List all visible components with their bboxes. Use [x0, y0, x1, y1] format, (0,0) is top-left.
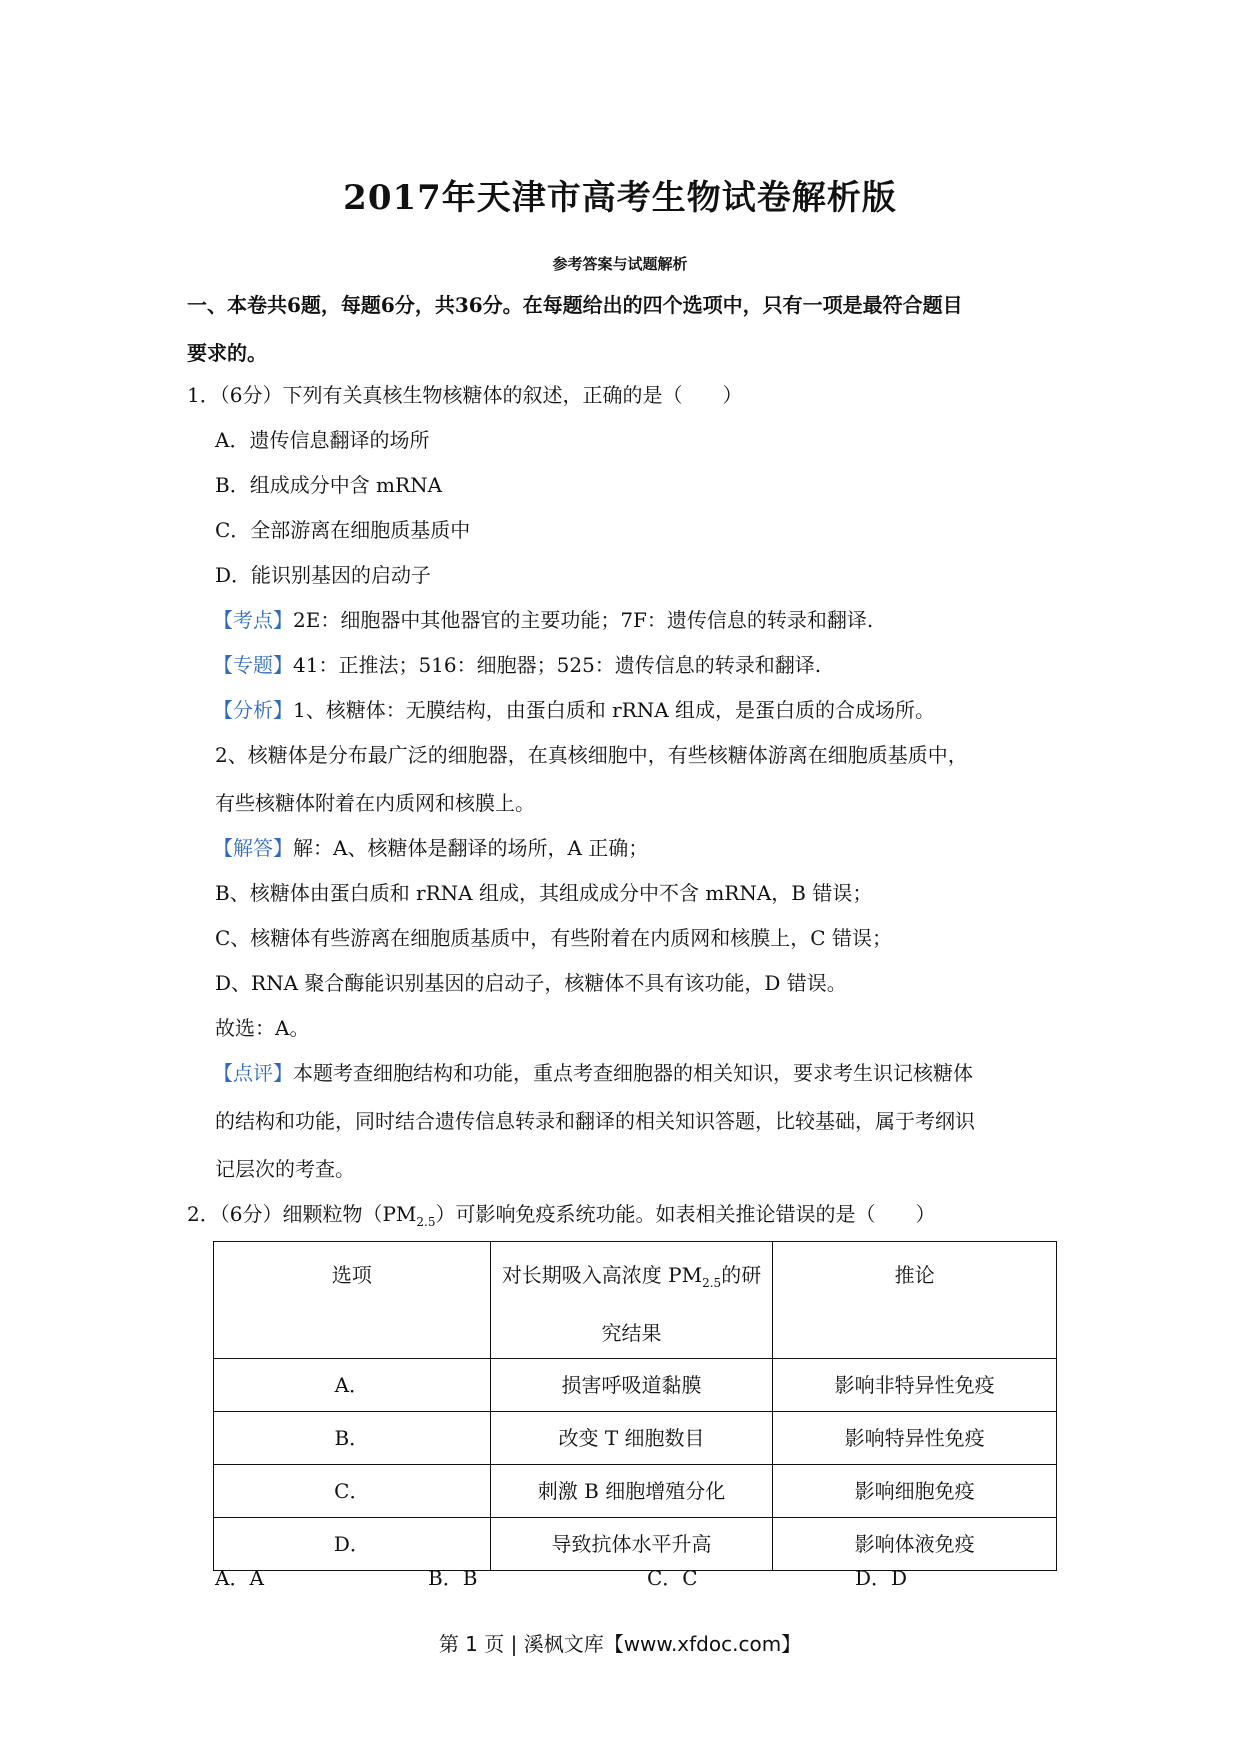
- header-result-part-1: 对长期吸入高浓度 PM: [501, 1263, 703, 1287]
- row-result: 刺激 B 细胞增殖分化: [537, 1479, 726, 1503]
- q1-option-a: A．遗传信息翻译的场所: [215, 428, 430, 452]
- q1-answer: 故选：A。: [215, 1016, 310, 1040]
- q1-dianping-line-3: 记层次的考查。: [215, 1157, 355, 1181]
- q2-choice-c: C．C: [647, 1566, 698, 1590]
- q2-stem-part-2: ）可影响免疫系统功能。如表相关推论错误的是（ ）: [435, 1202, 936, 1226]
- table-row: [214, 1412, 1057, 1465]
- q2-choice-b: B．B: [428, 1566, 478, 1590]
- header-option: 选项: [331, 1263, 372, 1287]
- fenxi-text-1: 1、核糖体：无膜结构，由蛋白质和 rRNA 组成，是蛋白质的合成场所。: [293, 698, 936, 722]
- header-result-subscript: 2.5: [702, 1276, 722, 1290]
- row-inference: 影响特异性免疫: [844, 1426, 985, 1450]
- dianping-tag: 【点评】: [213, 1061, 293, 1085]
- q1-jieda-line-4: D、RNA 聚合酶能识别基因的启动子，核糖体不具有该功能，D 错误。: [215, 971, 847, 995]
- table-row: [214, 1465, 1057, 1518]
- q2-stem-subscript: 2.5: [416, 1215, 436, 1229]
- row-option: A．: [334, 1373, 370, 1397]
- q1-stem: 1．（6分）下列有关真核生物核糖体的叙述，正确的是（ ）: [187, 383, 743, 407]
- jieda-text-1: 解：A、核糖体是翻译的场所，A 正确；: [293, 836, 649, 860]
- row-result: 导致抗体水平升高: [551, 1532, 712, 1556]
- q1-jieda-line-2: B、核糖体由蛋白质和 rRNA 组成，其组成成分中不含 mRNA，B 错误；: [215, 881, 873, 905]
- table-header-row: [214, 1242, 1057, 1359]
- q1-dianping-line-2: 的结构和功能，同时结合遗传信息转录和翻译的相关知识答题，比较基础，属于考纲识: [215, 1109, 975, 1133]
- section-heading-line-2: 要求的。: [187, 341, 267, 365]
- dianping-text-1: 本题考查细胞结构和功能，重点考查细胞器的相关知识，要求考生识记核糖体: [293, 1061, 973, 1085]
- section-heading-line-1: 一、本卷共6题，每题6分，共36分。在每题给出的四个选项中，只有一项是最符合题目: [187, 293, 963, 317]
- table-row: [214, 1359, 1057, 1412]
- q1-jieda: [213, 835, 648, 861]
- header-inference: 推论: [894, 1263, 935, 1287]
- q1-dianping: [213, 1060, 973, 1086]
- q2-table: [213, 1241, 1057, 1571]
- header-inference-cell: [773, 1242, 1057, 1359]
- kaodian-tag: 【考点】: [213, 608, 293, 632]
- jieda-tag: 【解答】: [213, 836, 293, 860]
- q1-fenxi: [213, 697, 935, 723]
- q1-option-d: D．能识别基因的启动子: [215, 563, 432, 587]
- q2-stem-part-1: 2．（6分）细颗粒物（PM: [187, 1202, 417, 1226]
- q1-kaodian: [213, 607, 873, 633]
- header-result-cell: [490, 1242, 773, 1359]
- q1-option-c: C．全部游离在细胞质基质中: [215, 518, 471, 542]
- header-result-part-2: 的研: [721, 1263, 762, 1287]
- zhuanti-text: 41：正推法；516：细胞器；525：遗传信息的转录和翻译.: [293, 653, 822, 677]
- header-result-part-3: 究结果: [601, 1321, 662, 1345]
- q2-choice-d: D．D: [855, 1566, 908, 1590]
- fenxi-tag: 【分析】: [213, 698, 293, 722]
- row-inference: 影响体液免疫: [854, 1532, 975, 1556]
- row-result: 改变 T 细胞数目: [558, 1426, 705, 1450]
- page-footer: 第 1 页 | 溪枫文库【www.xfdoc.com】: [438, 1632, 802, 1656]
- q2-stem: [187, 1201, 935, 1235]
- header-option-cell: [214, 1242, 491, 1359]
- q1-fenxi-line-2: 2、核糖体是分布最广泛的细胞器，在真核细胞中，有些核糖体游离在细胞质基质中，: [215, 743, 968, 767]
- document-title: 2017年天津市高考生物试卷解析版: [343, 178, 897, 218]
- row-inference: 影响非特异性免疫: [834, 1373, 995, 1397]
- kaodian-text: 2E：细胞器中其他器官的主要功能；7F：遗传信息的转录和翻译.: [293, 608, 874, 632]
- header-result: [491, 1242, 773, 1358]
- q2-choice-a: A．A: [215, 1566, 264, 1590]
- row-option: D．: [333, 1532, 370, 1556]
- row-inference: 影响细胞免疫: [854, 1479, 975, 1503]
- row-result: 损害呼吸道黏膜: [561, 1373, 702, 1397]
- q1-zhuanti: [213, 652, 821, 678]
- document-subtitle: 参考答案与试题解析: [552, 255, 688, 273]
- q1-option-b: B．组成成分中含 mRNA: [215, 473, 443, 497]
- table-row: [214, 1518, 1057, 1571]
- q1-fenxi-line-3: 有些核糖体附着在内质网和核膜上。: [215, 791, 535, 815]
- row-option: C．: [334, 1479, 370, 1503]
- zhuanti-tag: 【专题】: [213, 653, 293, 677]
- row-option: B．: [334, 1426, 370, 1450]
- q1-jieda-line-3: C、核糖体有些游离在细胞质基质中，有些附着在内质网和核膜上，C 错误；: [215, 926, 892, 950]
